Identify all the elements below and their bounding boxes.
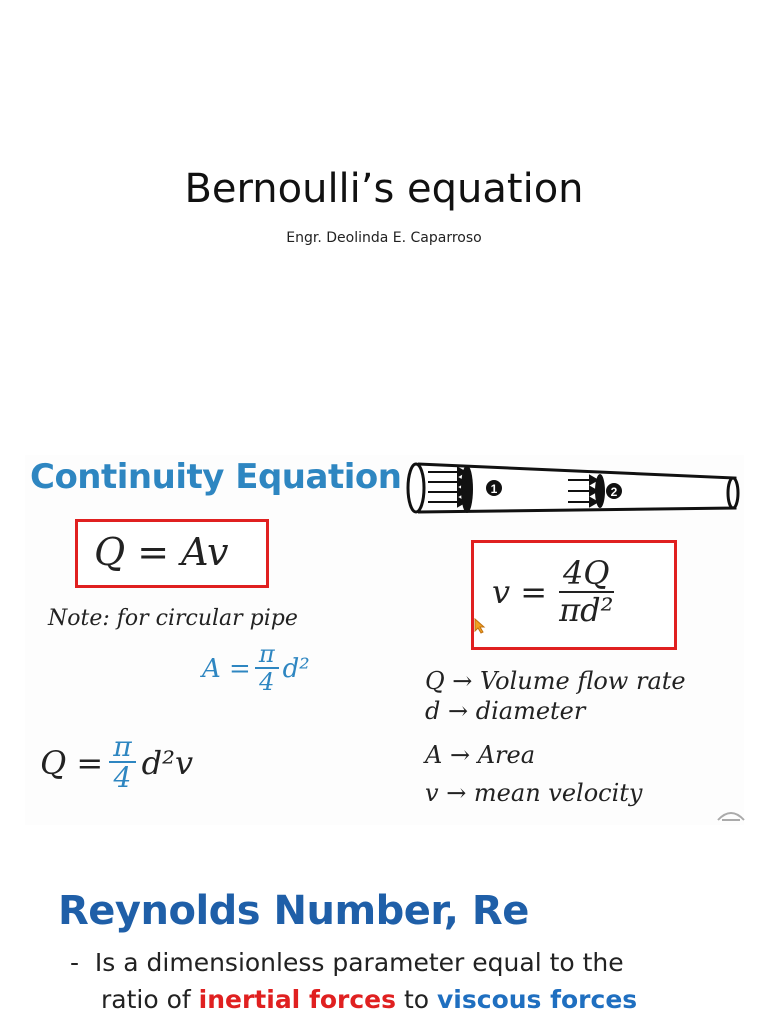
pipe-inlet-ellipse [408, 464, 424, 512]
continuity-heading: Continuity Equation [30, 457, 402, 497]
pipe-outlet-ellipse [728, 478, 738, 508]
reynolds-line-2 [101, 985, 637, 1014]
reynolds-line-2-prefix: ratio of [101, 985, 199, 1014]
reynolds-line-1: - Is a dimensionless parameter equal to the [70, 948, 624, 977]
mouse-cursor-icon [474, 618, 486, 634]
area-lhs: A = [202, 653, 251, 684]
q-equals-av-equation: Q = Av [94, 530, 229, 574]
legend-item-v: v → mean velocity [425, 779, 643, 807]
reynolds-line-2-mid: to [396, 985, 437, 1014]
flow-numerator: π [109, 732, 135, 763]
inertial-forces-text: inertial forces [198, 985, 396, 1014]
reynolds-heading: Reynolds Number, Re [58, 888, 529, 934]
legend-item-q: Q → Volume flow rate [425, 667, 686, 695]
velocity-equation-box [471, 540, 677, 650]
q-equals-av-box [75, 519, 269, 588]
flow-denominator: 4 [113, 761, 132, 795]
circular-pipe-note: Note: for circular pipe [48, 606, 298, 631]
flow-arrows-2 [568, 476, 597, 506]
area-equation [202, 642, 310, 696]
velocity-numerator: 4Q [559, 557, 614, 593]
area-numerator: π [255, 642, 279, 669]
pipe-diagram [400, 458, 745, 518]
viscous-forces-text: viscous forces [437, 985, 638, 1014]
slide-title: Bernoulli’s equation [184, 166, 584, 212]
watermark-logo-icon [716, 806, 746, 822]
velocity-equation [492, 554, 617, 629]
flow-lhs: Q = [40, 744, 104, 783]
variable-legend [425, 662, 686, 812]
marker-1-label: 1 [490, 482, 498, 496]
velocity-fraction [555, 554, 617, 629]
area-fraction [255, 642, 279, 696]
slide-author: Engr. Deolinda E. Caparroso [286, 230, 482, 246]
area-denominator: 4 [259, 668, 275, 697]
flow-rhs: d²v [141, 744, 194, 783]
area-rhs: d² [282, 653, 310, 684]
flow-fraction [109, 732, 135, 794]
velocity-denominator: πd² [559, 590, 614, 629]
velocity-lhs: v = [492, 573, 548, 612]
legend-item-d: d → diameter [425, 697, 586, 725]
flow-rate-equation [40, 732, 193, 794]
legend-item-a: A → Area [425, 741, 536, 769]
marker-2-label: 2 [610, 485, 618, 499]
